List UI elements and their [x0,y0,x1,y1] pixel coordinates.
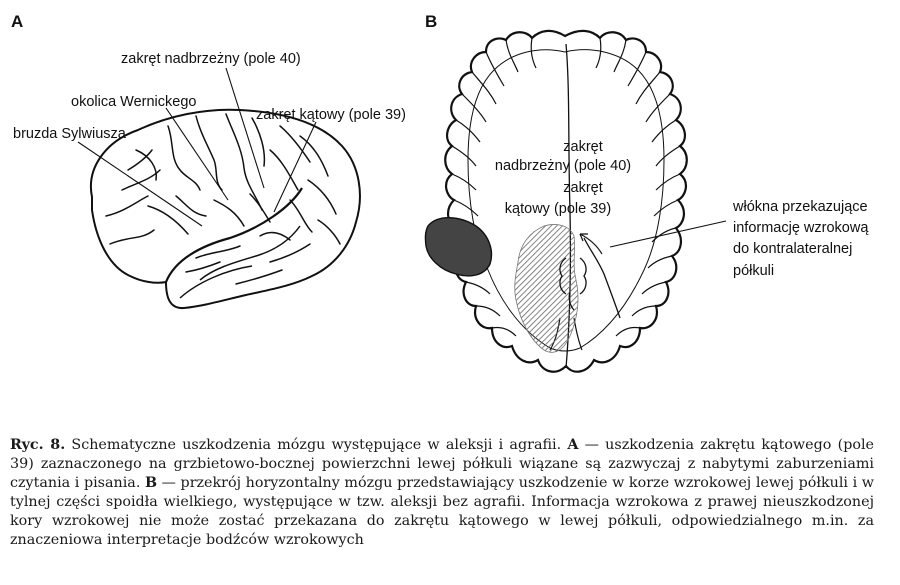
label-supramarginal-b-line2: nadbrzeżny (pole 40) [494,158,632,174]
caption-part1: Schematyczne uszkodzenia mózgu występujące w aleksji i agrafii. [65,437,568,453]
panel-a-letter: A [11,12,24,31]
figure-caption [10,436,874,581]
label-angular-b-line2: kątowy (pole 39) [504,201,612,217]
caption-part2: — uszkodzenia zakrętu kątowego (pole 39) zaznaczonego na grzbietowo-bocznej powierzchni lewej półkuli wiązane są zazwyczaj z nabytymi zaburzeniami czytania i pisania. [10,437,874,491]
label-fibers-line3: do kontralateralnej [733,241,853,257]
fibers-leader-line [600,215,740,255]
label-fibers-line4: półkuli [733,263,775,279]
label-angular-a: zakręt kątowy (pole 39) [256,107,406,123]
caption-marker-b: B [144,475,158,491]
label-sylvian: bruzda Sylwiusza [13,126,126,142]
caption-part3: — przekrój horyzontalny mózgu przedstawiający uszkodzenie w korze wzrokowej lewej półkuli i w tylnej części spoidła wielkiego, występujące w tzw. aleksji bez agrafii. Informacja wzrokowa z prawej nieuszkodzonej kory wzrokowej nie może zostać przekazana do zakrętu kątowego w lewej półkuli, odpowiedzialnego m.in. za znaczeniowa interpretacje bodźców wzrokowych [10,475,874,548]
label-wernicke: okolica Wernickego [71,94,197,110]
caption-prefix: Ryc. 8. [10,437,66,453]
label-fibers-line2: informację wzrokową [733,220,869,236]
caption-marker-a: A [567,437,579,453]
label-angular-b-line1: zakręt [563,180,603,196]
label-fibers-line1: włókna przekazujące [733,199,868,215]
label-supramarginal-b-line1: zakręt [563,139,603,155]
panel-b-letter: B [425,12,438,31]
label-supramarginal-a: zakręt nadbrzeżny (pole 40) [121,51,301,67]
